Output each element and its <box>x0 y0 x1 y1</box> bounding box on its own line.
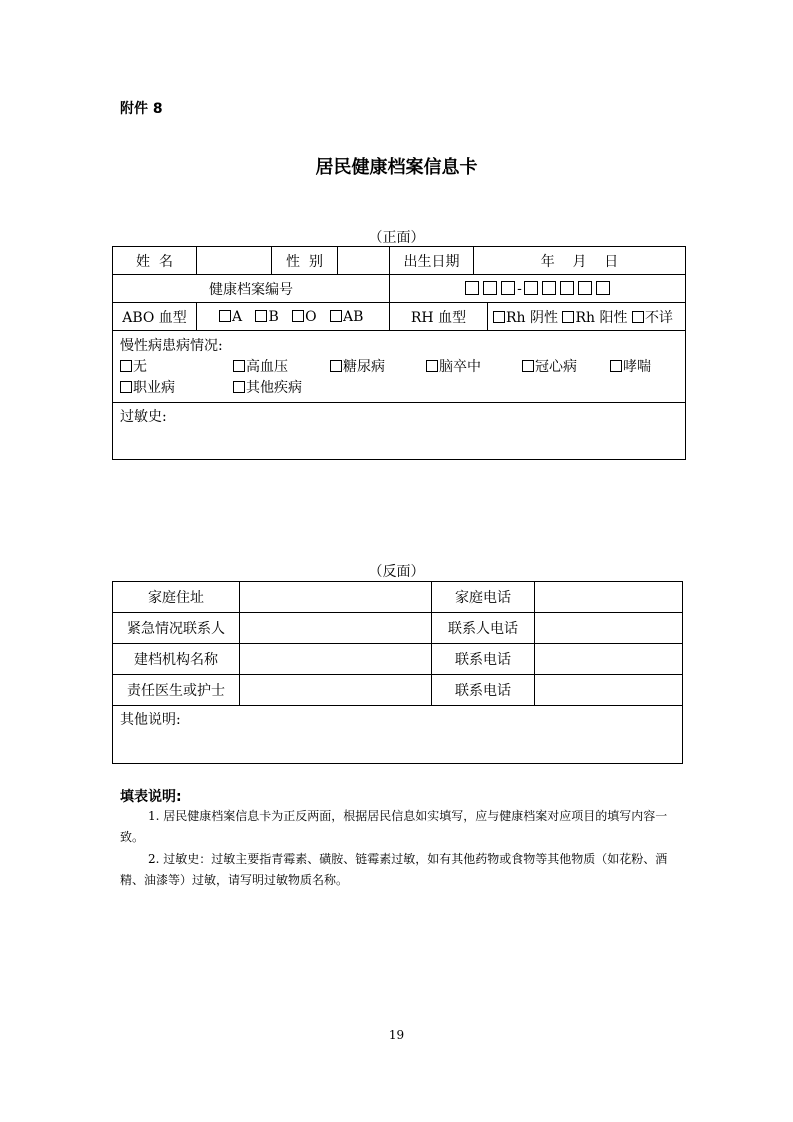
checkbox-icon <box>120 381 132 393</box>
institution-name-label: 建档机构名称 <box>113 644 240 675</box>
abo-option-b[interactable]: B <box>255 309 278 325</box>
institution-phone-field[interactable] <box>535 644 683 675</box>
chronic-option-diabetes[interactable]: 糖尿病 <box>330 357 385 378</box>
chronic-option-occupational[interactable]: 职业病 <box>120 378 175 399</box>
rh-blood-type-options <box>488 303 686 331</box>
digit-box[interactable] <box>596 281 610 295</box>
abo-option-ab[interactable]: AB <box>330 309 363 325</box>
chronic-disease-label: 慢性病患病情况: <box>120 338 223 354</box>
allergy-label: 过敏史: <box>120 409 167 425</box>
checkbox-icon <box>255 310 267 322</box>
institution-phone-label: 联系电话 <box>432 644 535 675</box>
abo-option-o[interactable]: O <box>292 309 316 325</box>
birth-date-field[interactable]: 年 月 日 <box>474 247 686 275</box>
responsible-doctor-label: 责任医生或护士 <box>113 675 240 706</box>
rh-option-negative[interactable]: Rh 阴性 <box>493 307 558 327</box>
checkbox-icon <box>426 360 438 372</box>
checkbox-icon <box>330 360 342 372</box>
instructions-title: 填表说明: <box>120 789 182 805</box>
checkbox-icon <box>632 311 644 323</box>
home-address-label: 家庭住址 <box>113 582 240 613</box>
digit-box[interactable] <box>524 281 538 295</box>
chronic-option-asthma[interactable]: 哮喘 <box>610 357 651 378</box>
chronic-option-hypertension[interactable]: 高血压 <box>233 357 288 378</box>
doctor-phone-field[interactable] <box>535 675 683 706</box>
document-title: 居民健康档案信息卡 <box>315 157 478 178</box>
back-info-table <box>112 581 683 764</box>
instruction-item: 1. 居民健康档案信息卡为正反两面，根据居民信息如实填写，应与健康档案对应项目的填写内容一致。 <box>120 809 668 844</box>
checkbox-icon <box>330 310 342 322</box>
abo-blood-type-label: ABO 血型 <box>113 303 197 331</box>
contact-phone-label: 联系人电话 <box>432 613 535 644</box>
checkbox-icon <box>292 310 304 322</box>
rh-option-positive[interactable]: Rh 阳性 <box>562 307 627 327</box>
contact-phone-field[interactable] <box>535 613 683 644</box>
gender-field[interactable] <box>338 247 390 275</box>
checkbox-icon <box>233 360 245 372</box>
digit-box[interactable] <box>483 281 497 295</box>
checkbox-icon <box>219 310 231 322</box>
digit-box[interactable] <box>465 281 479 295</box>
home-phone-field[interactable] <box>535 582 683 613</box>
front-side-label: （正面） <box>368 230 425 246</box>
digit-box[interactable] <box>560 281 574 295</box>
emergency-contact-label: 紧急情况联系人 <box>113 613 240 644</box>
institution-name-field[interactable] <box>240 644 432 675</box>
checkbox-icon <box>522 360 534 372</box>
other-notes-section[interactable] <box>113 706 683 764</box>
chronic-option-coronary[interactable]: 冠心病 <box>522 357 577 378</box>
name-label: 姓 名 <box>113 247 197 275</box>
home-phone-label: 家庭电话 <box>432 582 535 613</box>
name-field[interactable] <box>197 247 272 275</box>
checkbox-icon <box>120 360 132 372</box>
birth-date-label: 出生日期 <box>390 247 474 275</box>
rh-option-unknown[interactable]: 不详 <box>632 307 673 327</box>
instruction-item: 2. 过敏史：过敏主要指青霉素、磺胺、链霉素过敏，如有其他药物或食物等其他物质（如花粉、酒精、油漆等）过敏，请写明过敏物质名称。 <box>120 852 668 887</box>
record-number-label: 健康档案编号 <box>113 275 390 303</box>
chronic-option-none[interactable]: 无 <box>120 357 147 378</box>
home-address-field[interactable] <box>240 582 432 613</box>
allergy-section[interactable] <box>113 403 686 460</box>
front-info-table <box>112 246 686 460</box>
back-side-label: （反面） <box>368 564 425 580</box>
checkbox-icon <box>562 311 574 323</box>
abo-blood-type-options <box>197 303 390 331</box>
attachment-label: 附件 8 <box>120 101 163 117</box>
chronic-option-stroke[interactable]: 脑卒中 <box>426 357 481 378</box>
digit-box[interactable] <box>542 281 556 295</box>
checkbox-icon <box>610 360 622 372</box>
responsible-doctor-field[interactable] <box>240 675 432 706</box>
checkbox-icon <box>493 311 505 323</box>
record-number-field[interactable] <box>390 275 686 303</box>
other-notes-label: 其他说明: <box>120 712 181 728</box>
page-number: 19 <box>388 1028 405 1042</box>
checkbox-icon <box>233 381 245 393</box>
chronic-disease-section <box>113 331 686 403</box>
emergency-contact-field[interactable] <box>240 613 432 644</box>
rh-blood-type-label: RH 血型 <box>390 303 488 331</box>
digit-box[interactable] <box>501 281 515 295</box>
doctor-phone-label: 联系电话 <box>432 675 535 706</box>
gender-label: 性 别 <box>272 247 338 275</box>
digit-box[interactable] <box>578 281 592 295</box>
chronic-option-other[interactable]: 其他疾病 <box>233 378 302 399</box>
record-number-dash: - <box>517 280 522 297</box>
abo-option-a[interactable]: A <box>219 309 242 325</box>
